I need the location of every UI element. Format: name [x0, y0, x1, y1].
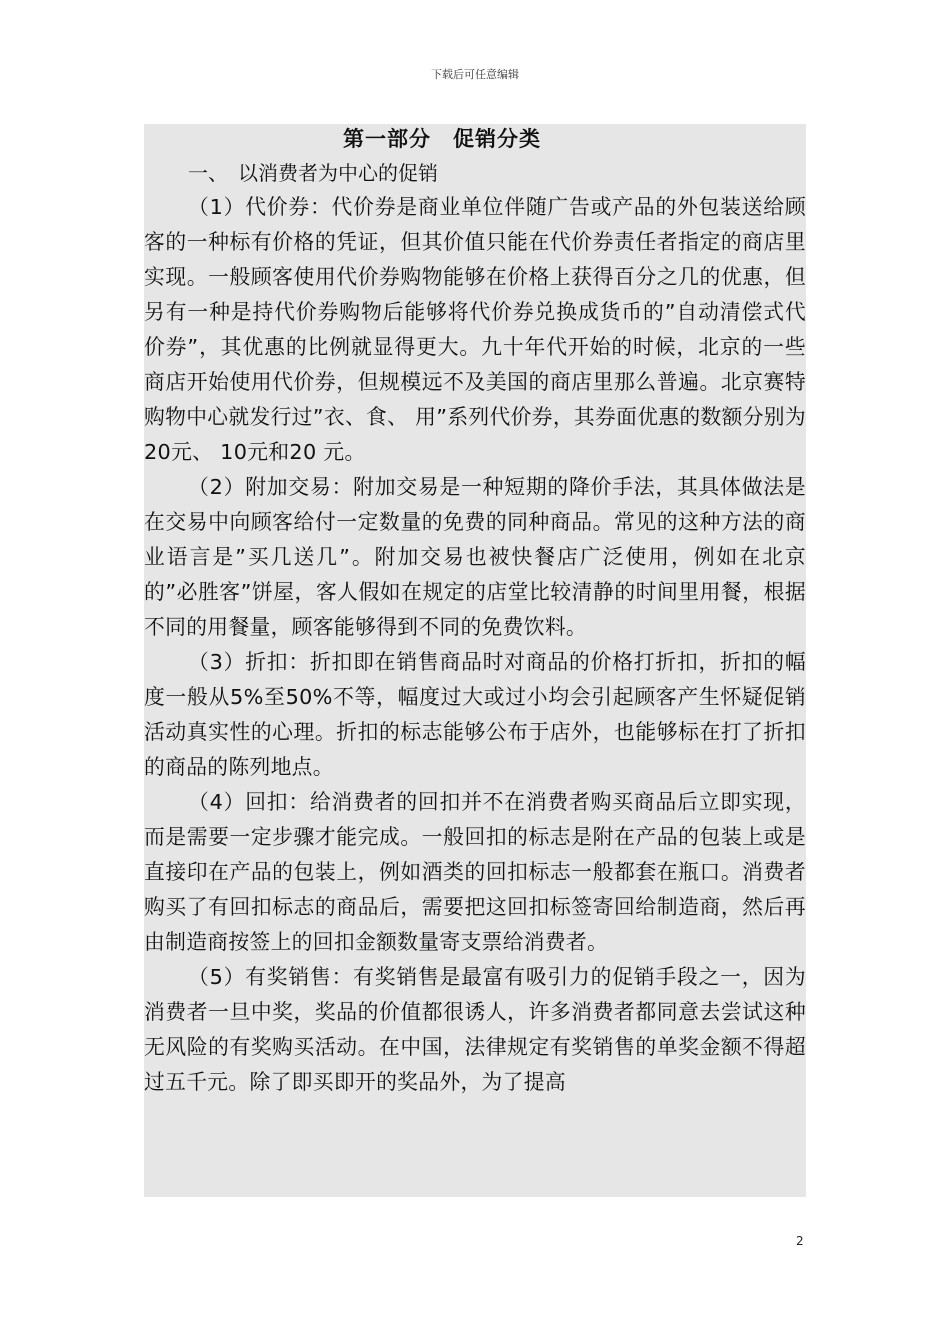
part-title: 第一部分 促销分类 — [343, 127, 541, 151]
paragraph-voucher: （1）代价券：代价券是商业单位伴随广告或产品的外包装送给顾客的一种标有价格的凭证，但其价值只能在代价券责任者指定的商店里实现。一般顾客使用代价券购物能够在价格上获得百分之几的优惠，但另有一种是持代价券购物后能够将代价券兑换成货币的”自动清偿式代价券”，其优惠的比例就显得更大。九十年代开始的时候，北京的一些商店开始使用代价券，但规模远不及美国的商店里那么普遍。北京赛特购物中心就发行过”衣、食、 用”系列代价券，其券面优惠的数额分别为20元、 10元和20 元。 — [144, 195, 806, 464]
page-number: 2 — [796, 1234, 804, 1248]
paragraph-discount: （3）折扣：折扣即在销售商品时对商品的价格打折扣，折扣的幅度一般从5%至50%不等，幅度过大或过小均会引起顾客产生怀疑促销活动真实性的心理。折扣的标志能够公布于店外，也能够标在打了折扣的商品的陈列地点。 — [144, 650, 806, 779]
section-title: 一、 以消费者为中心的促销 — [188, 161, 438, 185]
document-body — [144, 124, 806, 1197]
paragraph-bundle-deal: （2）附加交易：附加交易是一种短期的降价手法，其具体做法是在交易中向顾客给付一定数量的免费的同种商品。常见的这种方法的商业语言是”买几送几”。附加交易也被快餐店广泛使用，例如在北京的”必胜客”饼屋，客人假如在规定的店堂比较清静的时间里用餐，根据不同的用餐量，顾客能够得到不同的免费饮料。 — [144, 475, 806, 639]
paragraph-prize-sales: （5）有奖销售：有奖销售是最富有吸引力的促销手段之一，因为消费者一旦中奖，奖品的价值都很诱人，许多消费者都同意去尝试这种无风险的有奖购买活动。在中国，法律规定有奖销售的单奖金额不得超过五千元。除了即买即开的奖品外，为了提高 — [144, 965, 806, 1094]
header-note: 下载后可任意编辑 — [431, 68, 519, 81]
paragraph-rebate: （4）回扣：给消费者的回扣并不在消费者购买商品后立即实现，而是需要一定步骤才能完成。一般回扣的标志是附在产品的包装上或是直接印在产品的包装上，例如酒类的回扣标志一般都套在瓶口。消费者购买了有回扣标志的商品后，需要把这回扣标签寄回给制造商，然后再由制造商按签上的回扣金额数量寄支票给消费者。 — [144, 790, 806, 954]
